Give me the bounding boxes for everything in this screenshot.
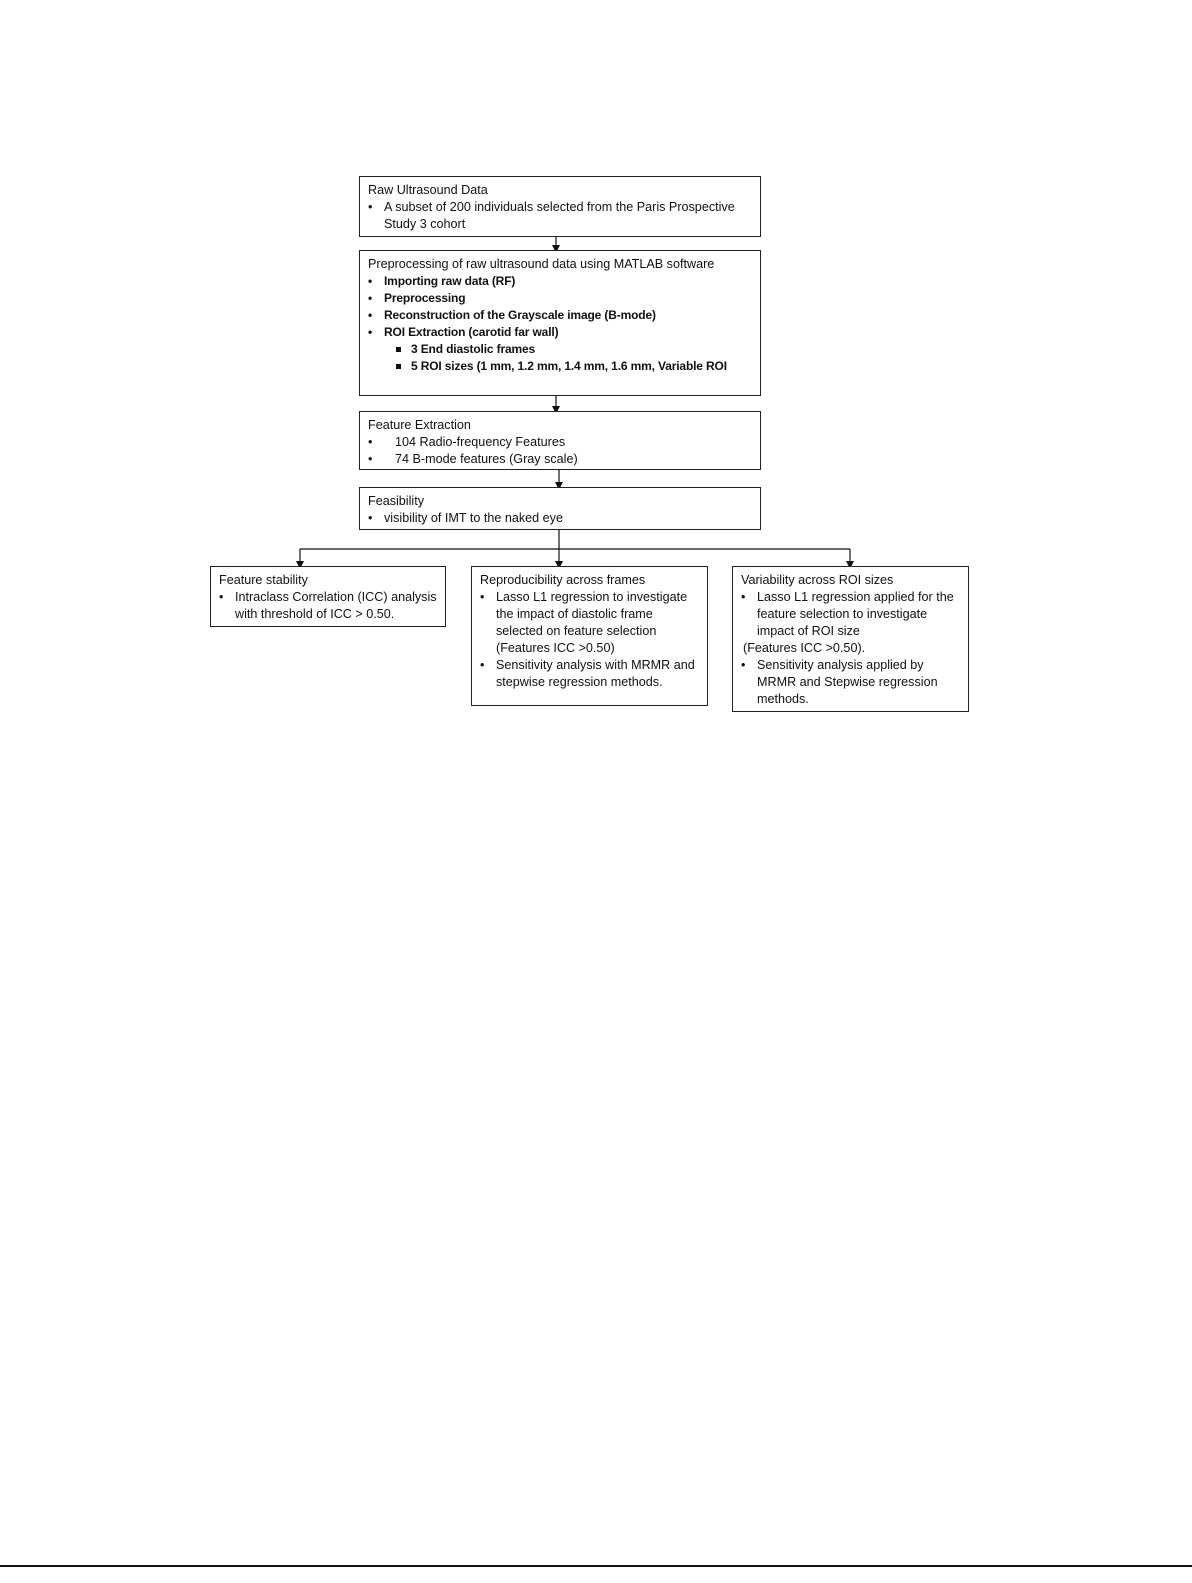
page-bottom-rule: [0, 1565, 1192, 1567]
preprocessing-title: Preprocessing of raw ultrasound data using MATLAB software: [368, 257, 715, 271]
reproducibility-title: Reproducibility across frames: [480, 573, 646, 587]
feature-stability-title: Feature stability: [219, 573, 308, 587]
reproducibility-box: [471, 566, 708, 706]
feature-extraction-title: Feature Extraction: [368, 418, 471, 432]
reproducibility-bullet: • Lasso L1 regression to investigate the impact of diastolic frame selected on feature selection (Features ICC >0.50): [480, 589, 699, 657]
variability-bullet: • Lasso L1 regression applied for the feature selection to investigate impact of ROI size (Features ICC >0.50).: [741, 589, 960, 657]
raw-data-title: Raw Ultrasound Data: [368, 183, 488, 197]
variability-bullet: • Sensitivity analysis applied by MRMR and Stepwise regression methods.: [741, 657, 960, 708]
feature-extraction-bullet: • 74 B-mode features (Gray scale): [368, 451, 752, 468]
preprocessing-bullet: • Preprocessing: [368, 290, 752, 307]
preprocessing-bullet: • ROI Extraction (carotid far wall): [368, 324, 752, 341]
feasibility-bullet: • visibility of IMT to the naked eye: [368, 510, 752, 527]
preprocessing-subbullet: 5 ROI sizes (1 mm, 1.2 mm, 1.4 mm, 1.6 mm, Variable ROI: [395, 358, 752, 375]
feature-extraction-bullet: • 104 Radio-frequency Features: [368, 434, 752, 451]
feature-extraction-box: [359, 411, 761, 470]
feasibility-title: Feasibility: [368, 494, 424, 508]
feature-stability-bullet: • Intraclass Correlation (ICC) analysis with threshold of ICC > 0.50.: [219, 589, 437, 623]
preprocessing-bullet: • Reconstruction of the Grayscale image (B-mode): [368, 307, 752, 324]
preprocessing-box: [359, 250, 761, 396]
feasibility-box: [359, 487, 761, 530]
reproducibility-bullet: • Sensitivity analysis with MRMR and stepwise regression methods.: [480, 657, 699, 691]
variability-box: [732, 566, 969, 712]
preprocessing-subbullet: 3 End diastolic frames: [395, 341, 752, 358]
variability-title: Variability across ROI sizes: [741, 573, 894, 587]
feature-stability-box: [210, 566, 446, 627]
raw-data-box: [359, 176, 761, 237]
raw-data-bullet: • A subset of 200 individuals selected from the Paris Prospective Study 3 cohort: [368, 199, 752, 233]
preprocessing-bullet: • Importing raw data (RF): [368, 273, 752, 290]
